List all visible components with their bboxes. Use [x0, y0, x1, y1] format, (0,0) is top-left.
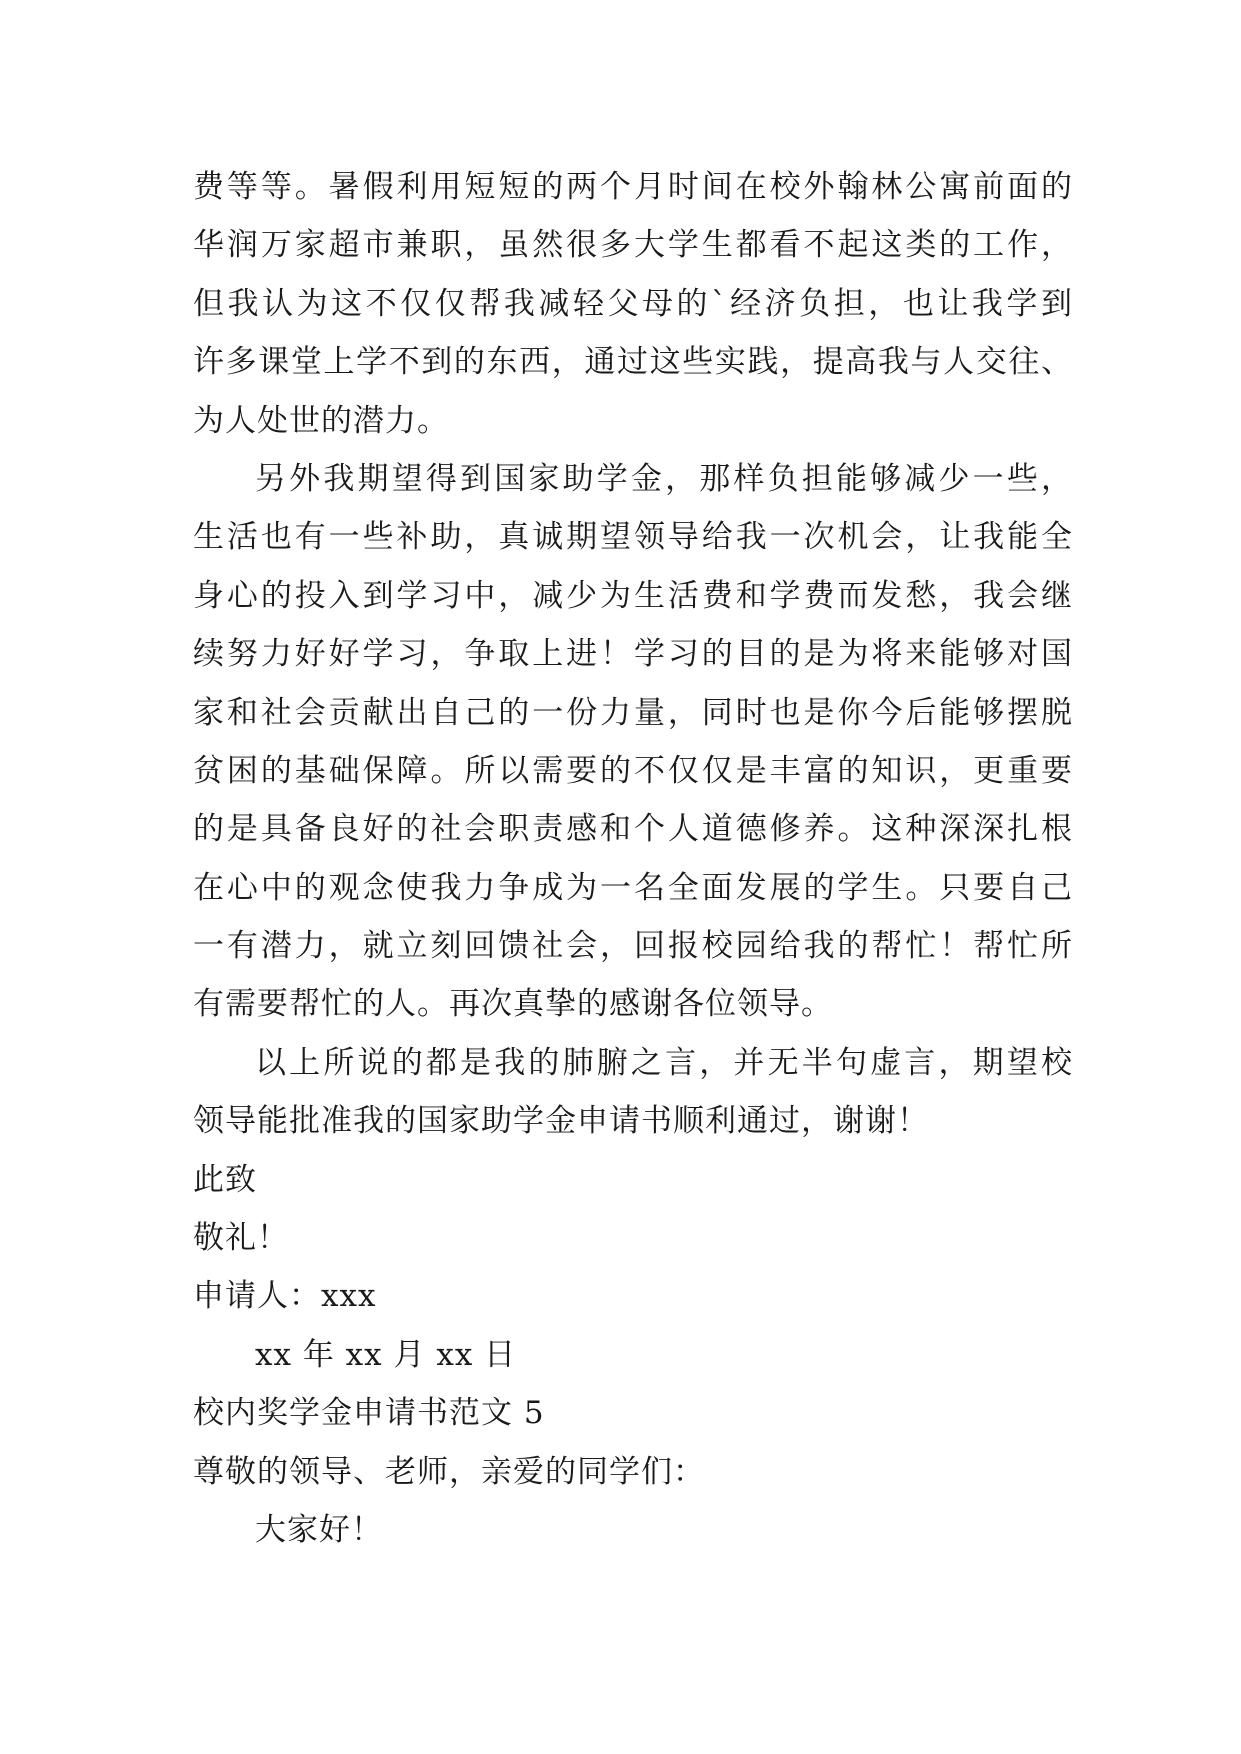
paragraph-line: 以上所说的都是我的肺腑之言，并无半句虚言，期望校: [255, 1044, 1073, 1081]
paragraph-line: 家和社会贡献出自己的一份力量，同时也是你今后能够摆脱: [193, 694, 1073, 731]
greeting-line: 大家好！: [255, 1511, 383, 1548]
paragraph-line: 身心的投入到学习中，减少为生活费和学费而发愁，我会继: [193, 577, 1073, 614]
paragraph-line: 续努力好好学习，争取上进！学习的目的是为将来能够对国: [193, 636, 1073, 673]
paragraph-line: 的是具备良好的社会职责感和个人道德修养。这种深深扎根: [193, 811, 1073, 848]
paragraph-line: 贫困的基础保障。所以需要的不仅仅是丰富的知识，更重要: [193, 752, 1073, 789]
paragraph-line: 一有潜力，就立刻回馈社会，回报校园给我的帮忙！帮忙所: [193, 928, 1073, 965]
applicant-line: 申请人：xxx: [193, 1278, 377, 1315]
paragraph-line: 华润万家超市兼职，虽然很多大学生都看不起这类的工作，: [193, 227, 1073, 264]
paragraph-line: 费等等。暑假利用短短的两个月时间在校外翰林公寓前面的: [193, 169, 1073, 205]
paragraph-line: 生活也有一些补助，真诚期望领导给我一次机会，让我能全: [193, 519, 1073, 556]
paragraph-line: 在心中的观念使我力争成为一名全面发展的学生。只要自己: [193, 869, 1073, 906]
document-body: [193, 158, 1073, 1559]
paragraph-line: 为人处世的潜力。: [193, 402, 449, 439]
date-line: xx 年 xx 月 xx 日: [255, 1336, 517, 1373]
closing-salute: 敬礼！: [193, 1220, 289, 1257]
closing-line: 此致: [193, 1161, 257, 1198]
section-title: 校内奖学金申请书范文 5: [193, 1395, 545, 1432]
paragraph-line: 有需要帮忙的人。再次真挚的感谢各位领导。: [193, 986, 833, 1023]
paragraph-line: 另外我期望得到国家助学金，那样负担能够减少一些，: [255, 460, 1073, 497]
paragraph-line: 许多课堂上学不到的东西，通过这些实践，提高我与人交往、: [193, 344, 1073, 381]
salutation-line: 尊敬的领导、老师，亲爱的同学们：: [193, 1453, 705, 1490]
paragraph-line: 但我认为这不仅仅帮我减轻父母的`经济负担，也让我学到: [193, 285, 1073, 322]
paragraph-line: 领导能批准我的国家助学金申请书顺利通过，谢谢！: [193, 1103, 929, 1140]
